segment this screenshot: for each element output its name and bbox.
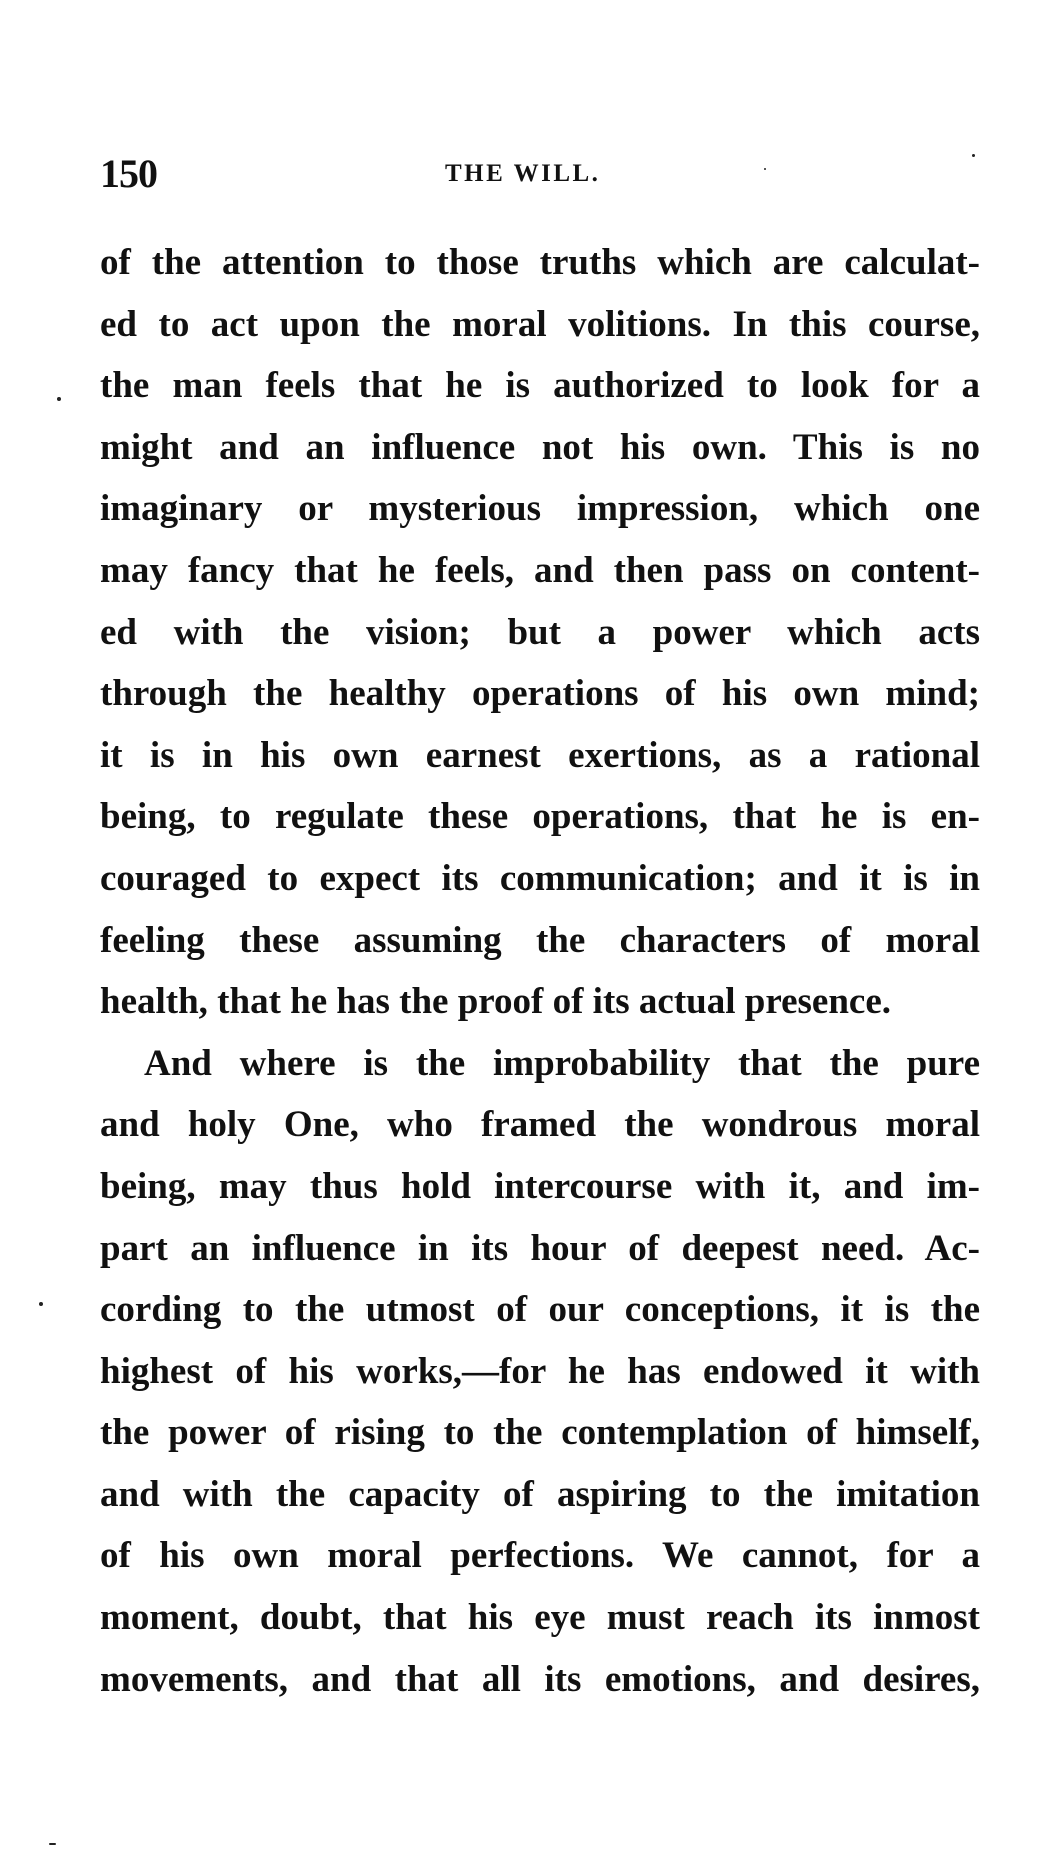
scan-speck (39, 1302, 43, 1306)
text-line: being, may thus hold intercourse with it, and im- (100, 1165, 980, 1207)
text-line: it is in his own earnest exertions, as a rational (100, 734, 980, 776)
text-line: couraged to expect its communication; and it is in (100, 857, 980, 899)
text-line: through the healthy operations of his own mind; (100, 673, 980, 715)
text-line: being, to regulate these operations, that he is en- (100, 796, 980, 838)
text-line: may fancy that he feels, and then pass on content- (100, 549, 980, 591)
text-line: and holy One, who framed the wondrous moral (100, 1104, 980, 1146)
running-head: THE WILL. (445, 160, 601, 187)
text-line: the man feels that he is authorized to look for a (100, 365, 980, 407)
text-line: highest of his works,—for he has endowed it with (100, 1350, 980, 1392)
text-line: feeling these assuming the characters of moral (100, 919, 980, 961)
text-line: the power of rising to the contemplation of himself, (100, 1412, 980, 1454)
text-line: part an influence in its hour of deepest need. Ac- (100, 1227, 980, 1269)
scan-speck (972, 154, 975, 157)
scan-speck (57, 397, 61, 401)
text-line: health, that he has the proof of its actual presence. (100, 981, 892, 1023)
text-line: might and an influence not his own. This is no (100, 426, 980, 468)
scan-speck (764, 168, 766, 170)
text-line: moment, doubt, that his eye must reach its inmost (100, 1597, 980, 1639)
text-line: of the attention to those truths which are calculat- (100, 242, 980, 283)
text-line: cording to the utmost of our conceptions, it is the (100, 1289, 980, 1331)
text-line: ed to act upon the moral volitions. In this course, (100, 303, 980, 345)
text-line: and with the capacity of aspiring to the imitation (100, 1473, 980, 1515)
text-line: of his own moral perfections. We cannot, for a (100, 1535, 980, 1577)
page-header (100, 150, 980, 200)
body-text (100, 232, 980, 1710)
text-line: ed with the vision; but a power which acts (100, 611, 980, 653)
page-number: 150 (100, 151, 157, 196)
text-line: movements, and that all its emotions, and desires, (100, 1658, 980, 1700)
scan-speck (49, 1843, 56, 1845)
text-line: And where is the improbability that the pure (144, 1042, 980, 1084)
text-line: imaginary or mysterious impression, which one (100, 488, 980, 530)
